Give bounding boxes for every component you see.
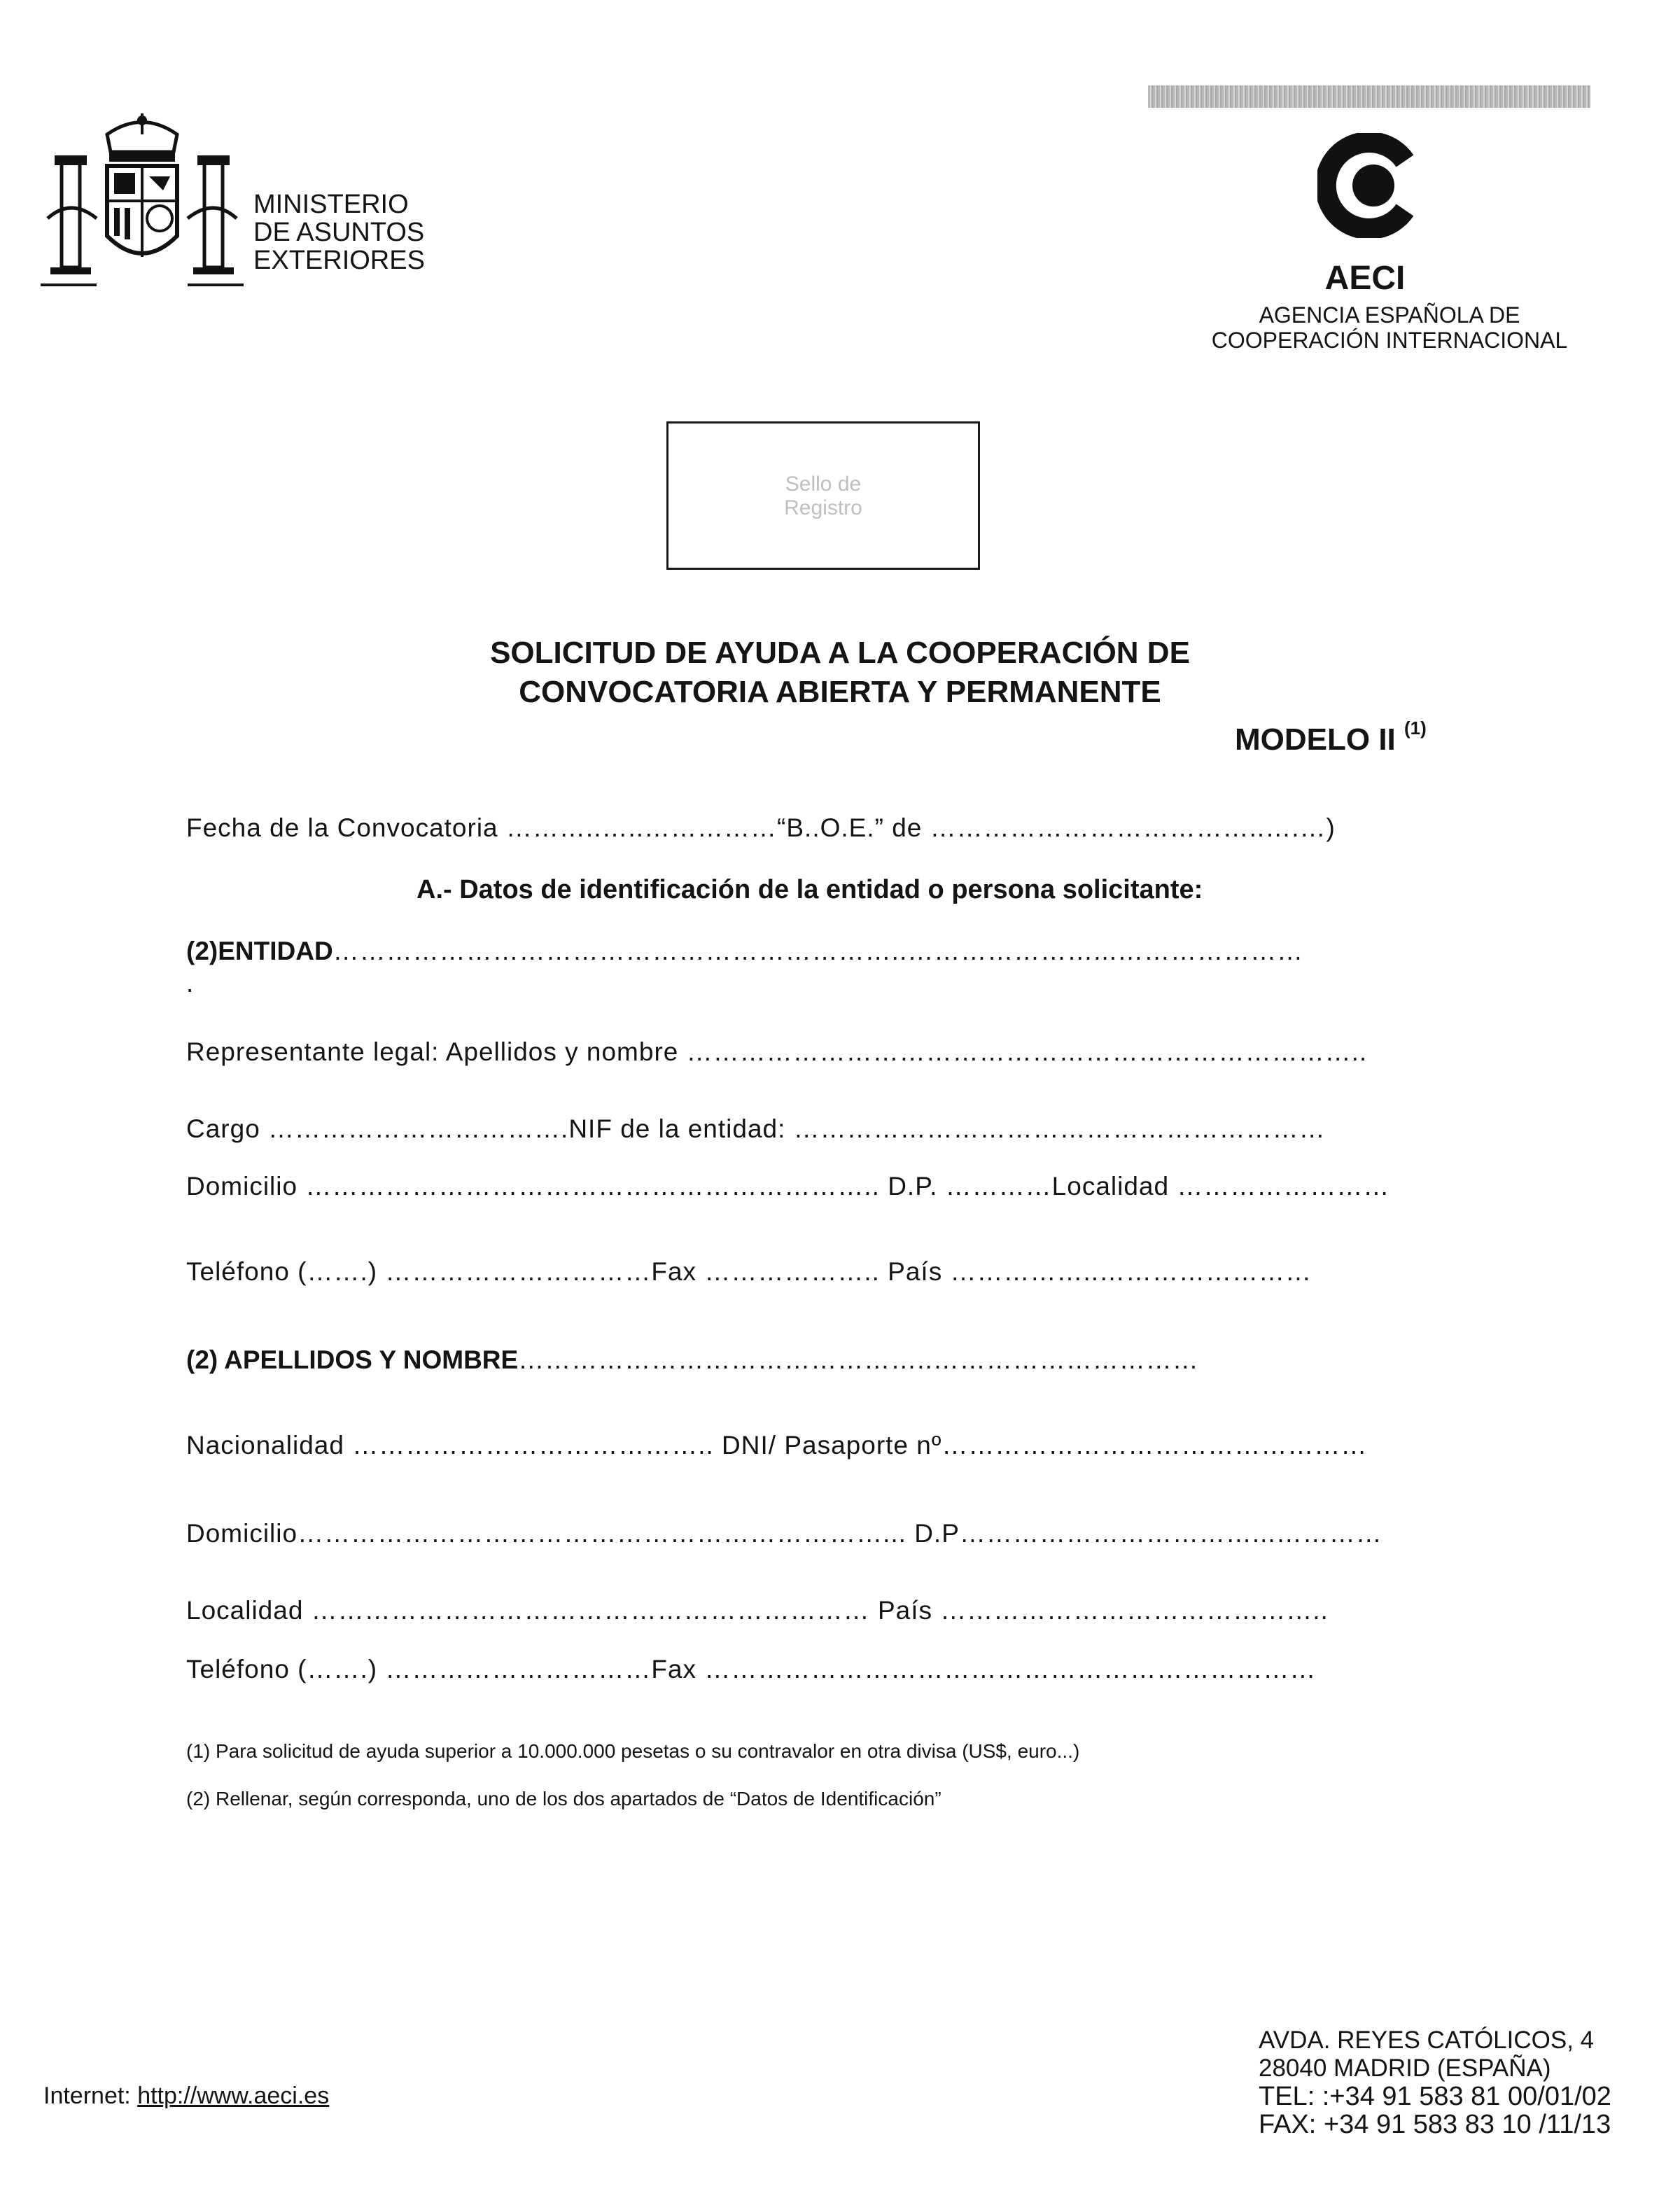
ministry-line-3: EXTERIORES: [253, 246, 425, 275]
localidad-field[interactable]: Localidad ……………………………………………………… País ……………………………………..: [186, 1596, 1329, 1625]
model-footnote-ref: (1): [1404, 718, 1427, 738]
address-street: AVDA. REYES CATÓLICOS, 4: [1259, 2026, 1595, 2054]
address-fax: FAX: +34 91 583 83 10 /11/13: [1259, 2110, 1611, 2139]
aeci-full-line-1: AGENCIA ESPAÑOLA DE: [1259, 302, 1520, 328]
nacionalidad-field[interactable]: Nacionalidad ………………………………….. DNI/ Pasaporte nº…………………………………………: [186, 1431, 1368, 1460]
fecha-convocatoria-field[interactable]: Fecha de la Convocatoria ………..…..……………“B..O.E.” de ………………………………..….…): [186, 813, 1336, 842]
domicilio-entidad-field[interactable]: Domicilio ……………………………………………………….. D.P. …………Localidad ……………………: [186, 1172, 1390, 1200]
website-link[interactable]: http://www.aeci.es: [137, 2082, 330, 2109]
address-tel: TEL: :+34 91 583 81 00/01/02: [1259, 2082, 1611, 2111]
apellidos-dots: ………………………………………..…………………………: [518, 1345, 1199, 1374]
registry-stamp-label: [668, 472, 978, 520]
model-name: MODELO II: [1235, 722, 1396, 757]
representante-field[interactable]: Representante legal: Apellidos y nombre …………………………………………………………………..: [186, 1037, 1368, 1066]
cargo-nif-field[interactable]: Cargo …………………………….NIF de la entidad: ……………………………………………………: [186, 1114, 1326, 1143]
domicilio-persona-field[interactable]: Domicilio…………………………………………………………... D.P……………………………...…………: [186, 1519, 1382, 1548]
aeci-full-name: [1092, 302, 1680, 353]
header-stripe: [1148, 85, 1590, 108]
internet-line: [43, 2082, 329, 2110]
footnote-1: (1) Para solicitud de ayuda superior a 10.000.000 pesetas o su contravalor en otra divisa (US$, euro...): [186, 1740, 1080, 1762]
telefono-entidad-field[interactable]: Teléfono (…….) …………………………Fax ……………….. País ……………..……………………: [186, 1257, 1312, 1286]
title-line-2: CONVOCATORIA ABIERTA Y PERMANENTE: [519, 675, 1161, 709]
ministry-line-2: DE ASUNTOS: [253, 218, 425, 247]
registry-stamp-box: [666, 421, 980, 570]
internet-label: Internet:: [43, 2082, 138, 2109]
entidad-field[interactable]: [186, 937, 1303, 966]
entidad-mark: .: [186, 969, 194, 997]
document-title: [350, 634, 1330, 712]
address-city: 28040 MADRID (ESPAÑA): [1259, 2054, 1551, 2082]
aeci-logo-icon: [1317, 133, 1422, 238]
section-a-heading: A.- Datos de identificación de la entidad o persona solicitante:: [416, 875, 1203, 904]
aeci-acronym: AECI: [1324, 260, 1406, 297]
aeci-full-line-2: COOPERACIÓN INTERNACIONAL: [1211, 328, 1568, 353]
apellidos-field[interactable]: [186, 1345, 1199, 1375]
telefono-persona-field[interactable]: Teléfono (…….) …………………………Fax ……………………………………………………………: [186, 1655, 1317, 1684]
entidad-label: (2)ENTIDAD: [186, 937, 333, 965]
stamp-line-1: Sello de: [785, 472, 862, 496]
model-label: [1235, 718, 1427, 757]
apellidos-label: (2) APELLIDOS Y NOMBRE: [186, 1345, 519, 1374]
stamp-line-2: Registro: [784, 496, 862, 519]
footer-address: [1259, 2026, 1611, 2138]
title-line-1: SOLICITUD DE AYUDA A LA COOPERACIÓN DE: [490, 636, 1190, 670]
footnote-2: (2) Rellenar, según corresponda, uno de los dos apartados de “Datos de Identificación”: [186, 1788, 941, 1809]
ministry-name: [253, 190, 425, 274]
coat-of-arms-logo: [41, 113, 244, 295]
ministry-line-1: MINISTERIO: [253, 190, 409, 219]
entidad-dots: ………………………………………………………..…………………...…………………: [332, 937, 1304, 965]
